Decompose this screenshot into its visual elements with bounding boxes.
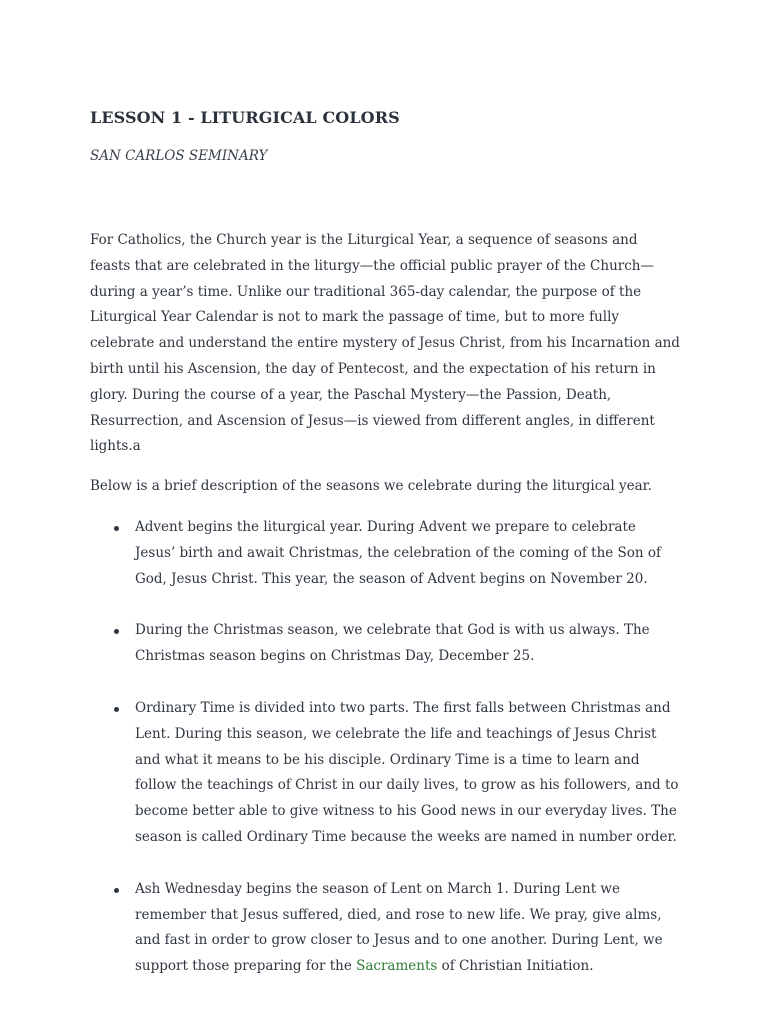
bullet-icon xyxy=(114,888,119,893)
list-item-text: During the Christmas season, we celebrate that God is with us always. The Christmas season begins on Christmas Day, December 25. xyxy=(135,622,650,665)
list-item-advent xyxy=(90,515,680,592)
bullet-icon xyxy=(114,526,119,531)
list-item-text: Ordinary Time is divided into two parts. The first falls between Christmas and Lent. During this season, we celebrate the life and teachings of Jesus Christ and what it means to be his disciple. Ordinary Time is a time to learn and follow the teachings of Christ in our daily lives, to grow as his followers, and to become better able to give witness to his Good news in our everyday lives. The season is called Ordinary Time because the weeks are named in number order. xyxy=(135,699,679,845)
seasons-lead-paragraph: Below is a brief description of the seasons we celebrate during the liturgical year. xyxy=(90,478,652,495)
list-item-text-after-link: of Christian Initiation. xyxy=(437,958,594,975)
list-item-lent xyxy=(90,877,680,980)
sacraments-link[interactable]: Sacraments xyxy=(356,958,438,975)
bullet-icon xyxy=(114,707,119,712)
seasons-list xyxy=(90,515,680,980)
bullet-icon xyxy=(114,629,119,634)
list-item-text: Advent begins the liturgical year. During Advent we prepare to celebrate Jesus’ birth and await Christmas, the celebration of the coming of the Son of God, Jesus Christ. This year, the season of Advent begins on November 20. xyxy=(135,518,662,587)
lesson-title: LESSON 1 - LITURGICAL COLORS xyxy=(90,108,400,127)
list-item-text-before-link: Ash Wednesday begins the season of Lent on March 1. During Lent we remember that Jesus suffered, died, and rose to new life. We pray, give alms, and fast in order to grow closer to Jesus and to one another. During Lent, we support those preparing for the xyxy=(135,880,663,975)
list-item-ordinary-time xyxy=(90,696,680,851)
intro-paragraph: For Catholics, the Church year is the Liturgical Year, a sequence of seasons and feasts that are celebrated in the liturgy—the official public prayer of the Church—during a year’s time. Unlike our traditional 365-day calendar, the purpose of the Liturgical Year Calendar is not to mark the passage of time, but to more fully celebrate and understand the entire mystery of Jesus Christ, from his Incarnation and birth until his Ascension, the day of Pentecost, and the expectation of his return in glory. During the course of a year, the Paschal Mystery—the Passion, Death, Resurrection, and Ascension of Jesus—is viewed from different angles, in different lights.a xyxy=(90,232,680,455)
lesson-subtitle: SAN CARLOS SEMINARY xyxy=(90,148,268,164)
list-item-christmas xyxy=(90,618,680,670)
